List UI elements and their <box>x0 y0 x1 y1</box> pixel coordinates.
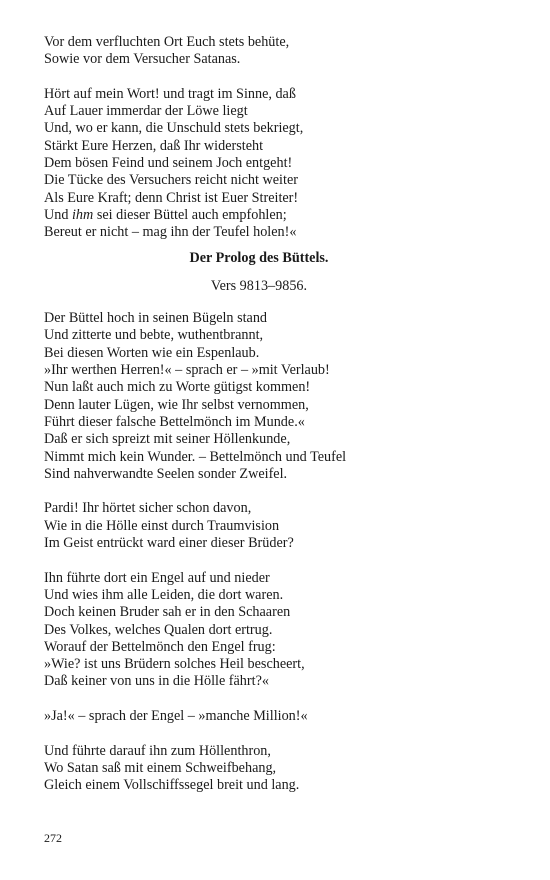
verse-line: Bei diesen Worten wie ein Espenlaub. <box>44 344 260 361</box>
poem-page <box>44 34 514 794</box>
verse-line: Ihn führte dort ein Engel auf und nieder <box>44 569 270 586</box>
stanza-gap <box>44 483 514 500</box>
stanza-7 <box>44 743 514 795</box>
line-part-before: Und <box>44 206 72 223</box>
verse-line: Daß keiner von uns in die Hölle fährt?« <box>44 673 269 690</box>
verse-line: Auf Lauer immerdar der Löwe liegt <box>44 103 248 120</box>
verse-line: Doch keinen Bruder sah er in den Schaaren <box>44 604 291 621</box>
verse-line-emphasis <box>44 207 514 224</box>
stanza-3 <box>44 310 514 483</box>
stanza-gap <box>44 691 514 708</box>
verse-line: Vor dem verfluchten Ort Euch stets behüte, <box>44 34 290 50</box>
section-heading: Der Prolog des Büttels. <box>189 249 329 266</box>
stanza-4 <box>44 500 514 552</box>
stanza-gap <box>44 725 514 742</box>
stanza-1 <box>44 34 514 69</box>
line-part-after: sei dieser Büttel auch empfohlen; <box>93 206 287 223</box>
stanza-2 <box>44 86 514 242</box>
verse-line: Und wies ihm alle Leiden, die dort waren. <box>44 586 284 603</box>
verse-line: Die Tücke des Versuchers reicht nicht weiter <box>44 172 298 189</box>
verse-line: Wo Satan saß mit einem Schweifbehang, <box>44 759 277 776</box>
stanza-gap <box>44 69 514 86</box>
verse-line: Nun laßt auch mich zu Worte gütigst kommen! <box>44 379 311 396</box>
verse-line: Sind nahverwandte Seelen sonder Zweifel. <box>44 465 288 482</box>
stanza-6 <box>44 708 514 725</box>
verse-line: Der Büttel hoch in seinen Bügeln stand <box>44 310 268 327</box>
verse-line: Dem bösen Feind und seinem Joch entgeht! <box>44 155 293 172</box>
verse-line: Hört auf mein Wort! und tragt im Sinne, daß <box>44 85 296 102</box>
stanza-gap <box>44 552 514 569</box>
verse-line: Als Eure Kraft; denn Christ ist Euer Streiter! <box>44 189 299 206</box>
verse-line: »Ihr werthen Herren!« – sprach er – »mit Verlaub! <box>44 362 330 379</box>
page-number: 272 <box>44 831 62 845</box>
verse-line: Gleich einem Vollschiffssegel breit und lang. <box>44 777 300 794</box>
verse-line: Pardi! Ihr hörtet sicher schon davon, <box>44 500 252 517</box>
verse-line: Im Geist entrückt ward einer dieser Brüder? <box>44 535 294 552</box>
verse-reference: Vers 9813–9856. <box>210 277 308 294</box>
verse-line: Worauf der Bettelmönch den Engel frug: <box>44 638 276 655</box>
verse-line: Des Volkes, welches Qualen dort ertrug. <box>44 621 273 638</box>
verse-line: Daß er sich spreizt mit seiner Höllenkunde, <box>44 431 291 448</box>
verse-line: Stärkt Eure Herzen, daß Ihr widersteht <box>44 137 264 154</box>
verse-line: Und, wo er kann, die Unschuld stets bekriegt, <box>44 120 304 137</box>
verse-line: Und zitterte und bebte, wuthentbrannt, <box>44 327 264 344</box>
verse-line: Und führte darauf ihn zum Höllenthron, <box>44 742 271 759</box>
verse-line: Denn lauter Lügen, wie Ihr selbst vernommen, <box>44 396 309 413</box>
emphasized-word: ihm <box>71 206 94 223</box>
verse-line: Nimmt mich kein Wunder. – Bettelmönch und Teufel <box>44 448 347 465</box>
verse-line: Bereut er nicht – mag ihn der Teufel holen!« <box>44 224 297 241</box>
verse-line: Wie in die Hölle einst durch Traumvision <box>44 517 280 534</box>
verse-line: Führt dieser falsche Bettelmönch im Munde.« <box>44 413 305 430</box>
stanza-5 <box>44 570 514 691</box>
verse-line: »Ja!« – sprach der Engel – »manche Million!« <box>44 707 308 724</box>
verse-line: Sowie vor dem Versucher Satanas. <box>44 51 241 68</box>
verse-line: »Wie? ist uns Brüdern solches Heil bescheert, <box>44 656 305 673</box>
